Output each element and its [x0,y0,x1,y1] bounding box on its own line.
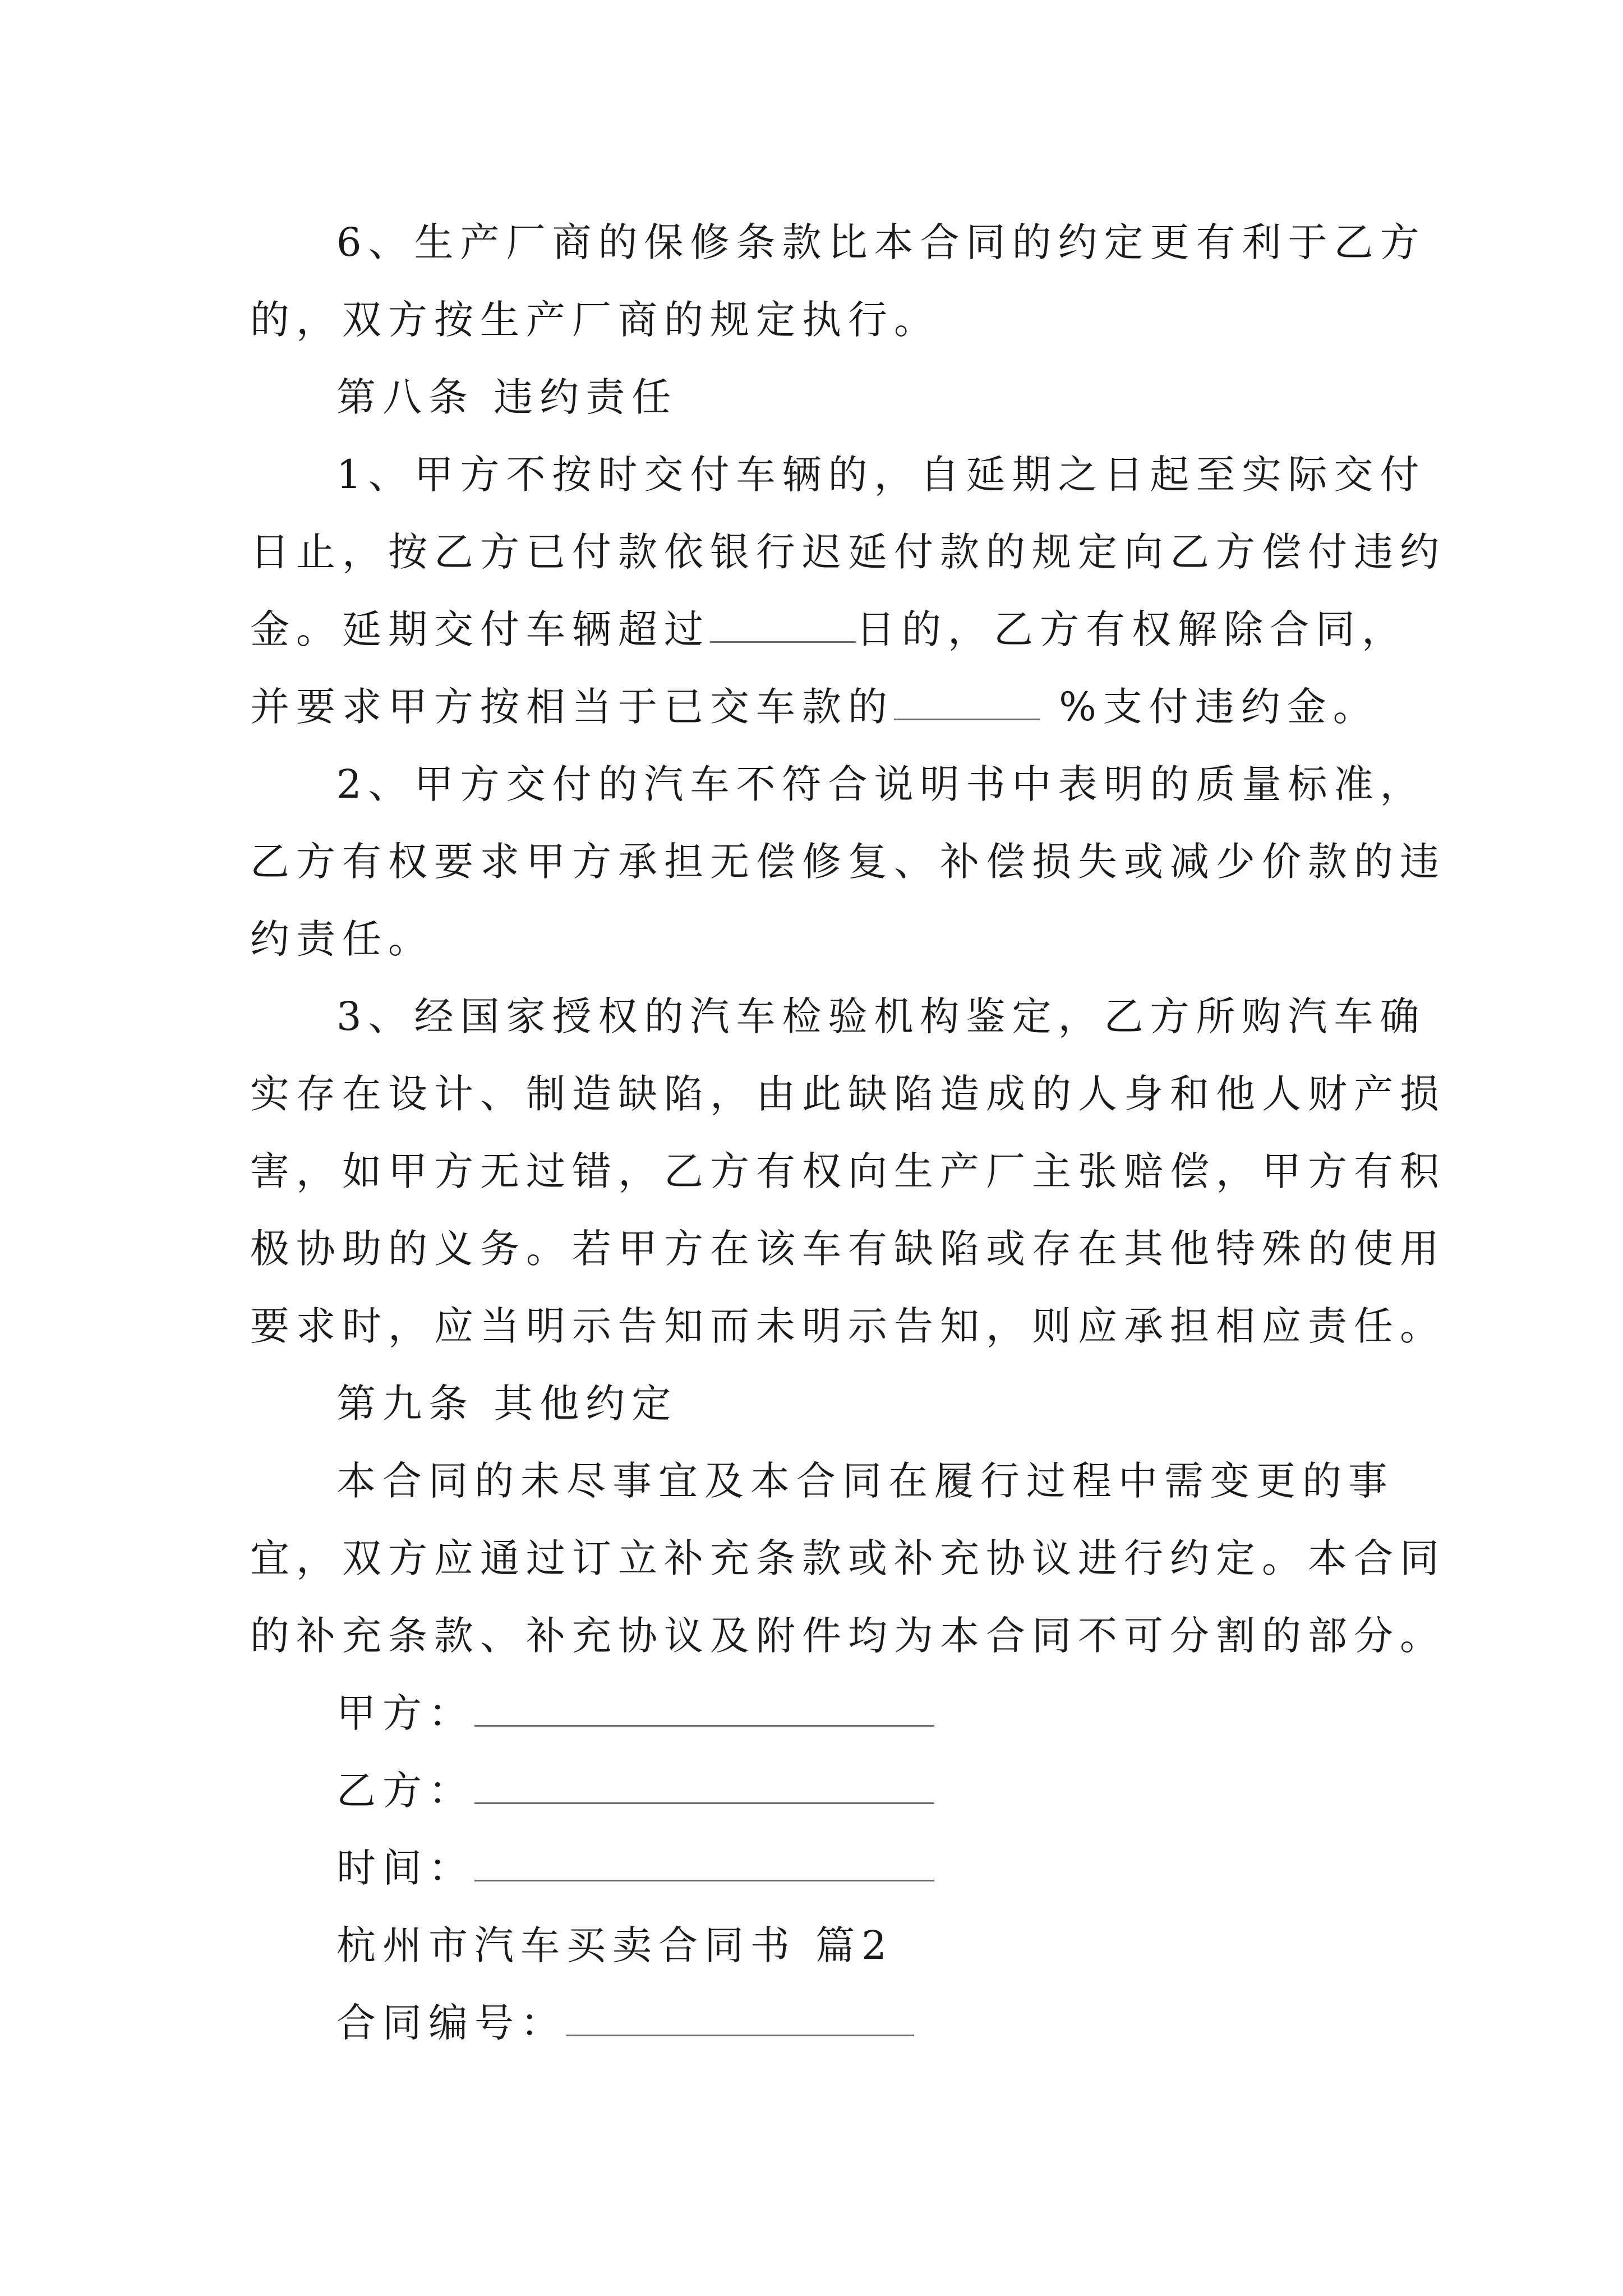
text-segment: %支付违约金。 [1040,684,1379,730]
paragraph-line: 极协助的义务。若甲方在该车有缺陷或存在其他特殊的使用 [250,1226,1446,1272]
fill-blank-days[interactable] [710,602,856,643]
paragraph-line: 害，如甲方无过错，乙方有权向生产厂主张赔偿，甲方有积 [250,1148,1446,1194]
signature-line-time [336,1834,934,1902]
contract-number-label: 合同编号： [336,2000,566,2046]
section-heading-8: 第八条 违约责任 [336,374,678,420]
paragraph-line-with-blank [250,673,1379,740]
text-segment: 并要求甲方按相当于已交车款的 [250,684,894,730]
text-segment: 金。延期交付车辆超过 [250,606,710,652]
paragraph-line: 宜，双方应通过订立补充条款或补充协议进行约定。本合同 [250,1535,1446,1581]
paragraph-line: 6、生产厂商的保修条款比本合同的约定更有利于乙方 [336,219,1426,265]
paragraph-line: 实存在设计、制造缺陷，由此缺陷造成的人身和他人财产损 [250,1071,1446,1117]
contract-number-line [336,1989,914,2056]
paragraph-line: 本合同的未尽事宜及本合同在履行过程中需变更的事 [336,1458,1394,1504]
text-segment: 日的，乙方有权解除合同， [856,606,1408,652]
paragraph-line: 1、甲方不按时交付车辆的，自延期之日起至实际交付 [336,452,1426,498]
party-a-signature-field[interactable] [474,1686,934,1727]
section-heading-9: 第九条 其他约定 [336,1381,678,1427]
party-b-label: 乙方： [336,1768,474,1814]
paragraph-line: 日止，按乙方已付款依银行迟延付款的规定向乙方偿付违约 [250,529,1446,575]
party-b-signature-field[interactable] [474,1763,934,1804]
time-field[interactable] [474,1841,934,1881]
party-a-label: 甲方： [336,1690,474,1736]
paragraph-line: 约责任。 [250,916,434,962]
paragraph-line-with-blank [250,596,1408,663]
signature-line-party-a [336,1680,934,1747]
paragraph-line: 的，双方按生产厂商的规定执行。 [250,297,940,343]
time-label: 时间： [336,1845,474,1891]
paragraph-line: 的补充条款、补充协议及附件均为本合同不可分割的部分。 [250,1613,1446,1659]
paragraph-line: 要求时，应当明示告知而未明示告知，则应承担相应责任。 [250,1303,1446,1349]
signature-line-party-b [336,1757,934,1824]
document-subtitle: 杭州市汽车买卖合同书 篇2 [336,1922,893,1968]
fill-blank-percent[interactable] [894,679,1040,720]
paragraph-line: 3、经国家授权的汽车检验机构鉴定，乙方所购汽车确 [336,993,1426,1039]
paragraph-line: 乙方有权要求甲方承担无偿修复、补偿损失或减少价款的违 [250,839,1446,885]
contract-number-field[interactable] [566,1995,914,2036]
paragraph-line: 2、甲方交付的汽车不符合说明书中表明的质量标准， [336,761,1426,807]
